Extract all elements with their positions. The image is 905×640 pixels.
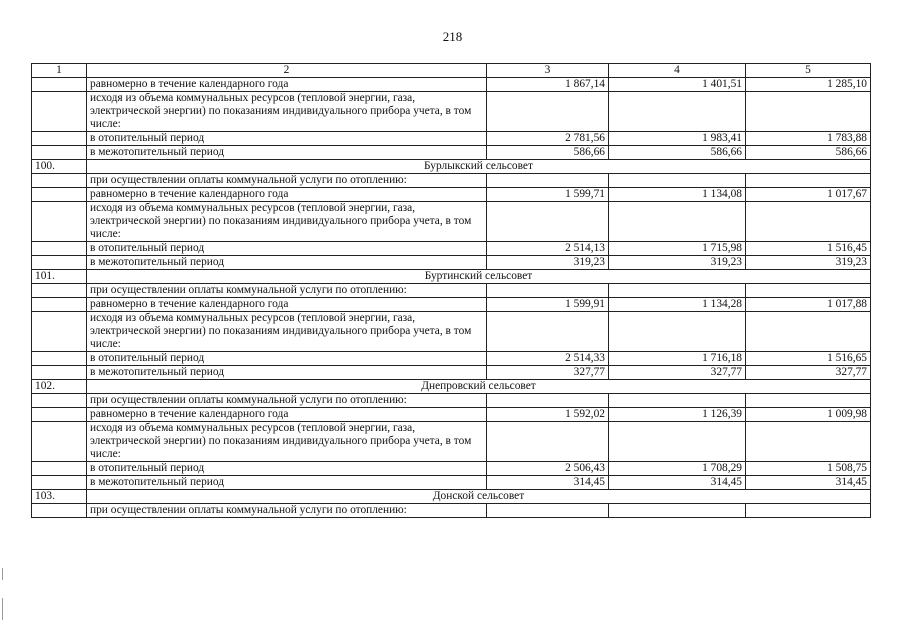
- value-col-4: 1 401,51: [609, 78, 746, 92]
- value-col-3: 1 599,91: [487, 298, 609, 312]
- value-col-5: 586,66: [746, 146, 871, 160]
- value-col-4: 1 126,39: [609, 408, 746, 422]
- value-col-4: 1 134,08: [609, 188, 746, 202]
- row-label: при осуществлении оплаты коммунальной услуги по отоплению:: [87, 284, 487, 298]
- section-title: Бурлыкский сельсовет: [87, 160, 871, 174]
- value-col-4: 327,77: [609, 366, 746, 380]
- row-number-cell: [32, 476, 87, 490]
- value-col-4: 1 716,18: [609, 352, 746, 366]
- row-number-cell: [32, 188, 87, 202]
- value-col-3: 2 506,43: [487, 462, 609, 476]
- value-col-4: [609, 422, 746, 462]
- page-number: 218: [442, 29, 463, 44]
- value-col-3: [487, 394, 609, 408]
- row-number-cell: [32, 132, 87, 146]
- row-label: в отопительный период: [87, 132, 487, 146]
- value-col-5: 319,23: [746, 256, 871, 270]
- row-number-cell: [32, 394, 87, 408]
- row-number-cell: [32, 242, 87, 256]
- value-col-4: 314,45: [609, 476, 746, 490]
- table-row: [32, 312, 871, 352]
- value-col-4: [609, 504, 746, 518]
- value-col-4: [609, 92, 746, 132]
- value-col-5: 1 516,65: [746, 352, 871, 366]
- value-col-4: 1 708,29: [609, 462, 746, 476]
- value-col-4: [609, 394, 746, 408]
- value-col-5: [746, 284, 871, 298]
- value-col-3: 1 592,02: [487, 408, 609, 422]
- value-col-4: [609, 202, 746, 242]
- row-label: равномерно в течение календарного года: [87, 188, 487, 202]
- value-col-5: [746, 312, 871, 352]
- value-col-4: 1 134,28: [609, 298, 746, 312]
- section-number: 102.: [32, 380, 87, 394]
- value-col-3: [487, 92, 609, 132]
- value-col-4: [609, 174, 746, 188]
- table-row: [32, 476, 871, 490]
- value-col-5: 314,45: [746, 476, 871, 490]
- value-col-3: [487, 174, 609, 188]
- value-col-5: [746, 504, 871, 518]
- row-number-cell: [32, 352, 87, 366]
- value-col-3: [487, 422, 609, 462]
- row-number-cell: [32, 146, 87, 160]
- table-row: [32, 284, 871, 298]
- value-col-3: 314,45: [487, 476, 609, 490]
- value-col-5: 1 508,75: [746, 462, 871, 476]
- row-label: исходя из объема коммунальных ресурсов (тепловой энергии, газа, электрической энергии) по показаниям индивидуального прибора учета, в том числе:: [87, 422, 487, 462]
- section-title: Донской сельсовет: [87, 490, 871, 504]
- value-col-5: [746, 394, 871, 408]
- row-label: исходя из объема коммунальных ресурсов (тепловой энергии, газа, электрической энергии) по показаниям индивидуального прибора учета, в том числе:: [87, 312, 487, 352]
- value-col-5: [746, 202, 871, 242]
- table-row: [32, 242, 871, 256]
- row-label: при осуществлении оплаты коммунальной услуги по отоплению:: [87, 394, 487, 408]
- table-row: [32, 352, 871, 366]
- tariff-table: [31, 63, 871, 518]
- section-row: [32, 380, 871, 394]
- value-col-5: 1 516,45: [746, 242, 871, 256]
- value-col-4: [609, 284, 746, 298]
- value-col-3: [487, 504, 609, 518]
- value-col-5: 1 009,98: [746, 408, 871, 422]
- section-row: [32, 160, 871, 174]
- value-col-4: 319,23: [609, 256, 746, 270]
- table-row: [32, 146, 871, 160]
- table-row: [32, 78, 871, 92]
- column-number-5: 5: [746, 64, 871, 78]
- value-col-3: 1 867,14: [487, 78, 609, 92]
- table-row: [32, 504, 871, 518]
- row-number-cell: [32, 312, 87, 352]
- row-label: в межотопительный период: [87, 256, 487, 270]
- value-col-5: [746, 92, 871, 132]
- table-row: [32, 422, 871, 462]
- value-col-3: 2 514,13: [487, 242, 609, 256]
- value-col-5: 327,77: [746, 366, 871, 380]
- value-col-5: 1 783,88: [746, 132, 871, 146]
- value-col-4: 586,66: [609, 146, 746, 160]
- row-number-cell: [32, 284, 87, 298]
- row-label: в межотопительный период: [87, 476, 487, 490]
- section-number: 101.: [32, 270, 87, 284]
- row-number-cell: [32, 256, 87, 270]
- row-number-cell: [32, 174, 87, 188]
- column-number-1: 1: [32, 64, 87, 78]
- column-number-3: 3: [487, 64, 609, 78]
- row-label: исходя из объема коммунальных ресурсов (тепловой энергии, газа, электрической энергии) по показаниям индивидуального прибора учета, в том числе:: [87, 202, 487, 242]
- value-col-4: 1 983,41: [609, 132, 746, 146]
- row-number-cell: [32, 366, 87, 380]
- value-col-5: [746, 174, 871, 188]
- row-number-cell: [32, 298, 87, 312]
- value-col-5: 1 017,67: [746, 188, 871, 202]
- table-row: [32, 366, 871, 380]
- table-row: [32, 202, 871, 242]
- row-number-cell: [32, 92, 87, 132]
- value-col-3: [487, 284, 609, 298]
- value-col-3: [487, 312, 609, 352]
- value-col-5: 1 285,10: [746, 78, 871, 92]
- row-number-cell: [32, 504, 87, 518]
- row-number-cell: [32, 202, 87, 242]
- value-col-5: [746, 422, 871, 462]
- row-label: равномерно в течение календарного года: [87, 298, 487, 312]
- section-row: [32, 490, 871, 504]
- row-label: в отопительный период: [87, 352, 487, 366]
- value-col-3: 1 599,71: [487, 188, 609, 202]
- value-col-5: 1 017,88: [746, 298, 871, 312]
- table-row: [32, 394, 871, 408]
- row-label: равномерно в течение календарного года: [87, 78, 487, 92]
- column-number-row: [32, 64, 871, 78]
- row-label: в межотопительный период: [87, 146, 487, 160]
- table-row: [32, 92, 871, 132]
- row-number-cell: [32, 78, 87, 92]
- row-label: при осуществлении оплаты коммунальной услуги по отоплению:: [87, 174, 487, 188]
- value-col-4: [609, 312, 746, 352]
- table-row: [32, 174, 871, 188]
- row-label: при осуществлении оплаты коммунальной услуги по отоплению:: [87, 504, 487, 518]
- value-col-3: 319,23: [487, 256, 609, 270]
- table-row: [32, 408, 871, 422]
- section-title: Днепровский сельсовет: [87, 380, 871, 394]
- table-row: [32, 462, 871, 476]
- value-col-3: 2 514,33: [487, 352, 609, 366]
- scan-edge-mark: [2, 568, 3, 580]
- row-label: равномерно в течение календарного года: [87, 408, 487, 422]
- row-label: в отопительный период: [87, 242, 487, 256]
- column-number-2: 2: [87, 64, 487, 78]
- table-row: [32, 298, 871, 312]
- row-number-cell: [32, 408, 87, 422]
- column-number-4: 4: [609, 64, 746, 78]
- table-row: [32, 188, 871, 202]
- row-number-cell: [32, 422, 87, 462]
- section-number: 100.: [32, 160, 87, 174]
- value-col-3: 2 781,56: [487, 132, 609, 146]
- section-title: Буртинский сельсовет: [87, 270, 871, 284]
- value-col-3: 586,66: [487, 146, 609, 160]
- value-col-3: [487, 202, 609, 242]
- row-number-cell: [32, 462, 87, 476]
- section-number: 103.: [32, 490, 87, 504]
- table-row: [32, 256, 871, 270]
- value-col-4: 1 715,98: [609, 242, 746, 256]
- section-row: [32, 270, 871, 284]
- row-label: в межотопительный период: [87, 366, 487, 380]
- scan-edge-mark: [2, 598, 3, 620]
- row-label: исходя из объема коммунальных ресурсов (тепловой энергии, газа, электрической энергии) по показаниям индивидуального прибора учета, в том числе:: [87, 92, 487, 132]
- value-col-3: 327,77: [487, 366, 609, 380]
- table-row: [32, 132, 871, 146]
- row-label: в отопительный период: [87, 462, 487, 476]
- tariff-table-body: [32, 64, 871, 518]
